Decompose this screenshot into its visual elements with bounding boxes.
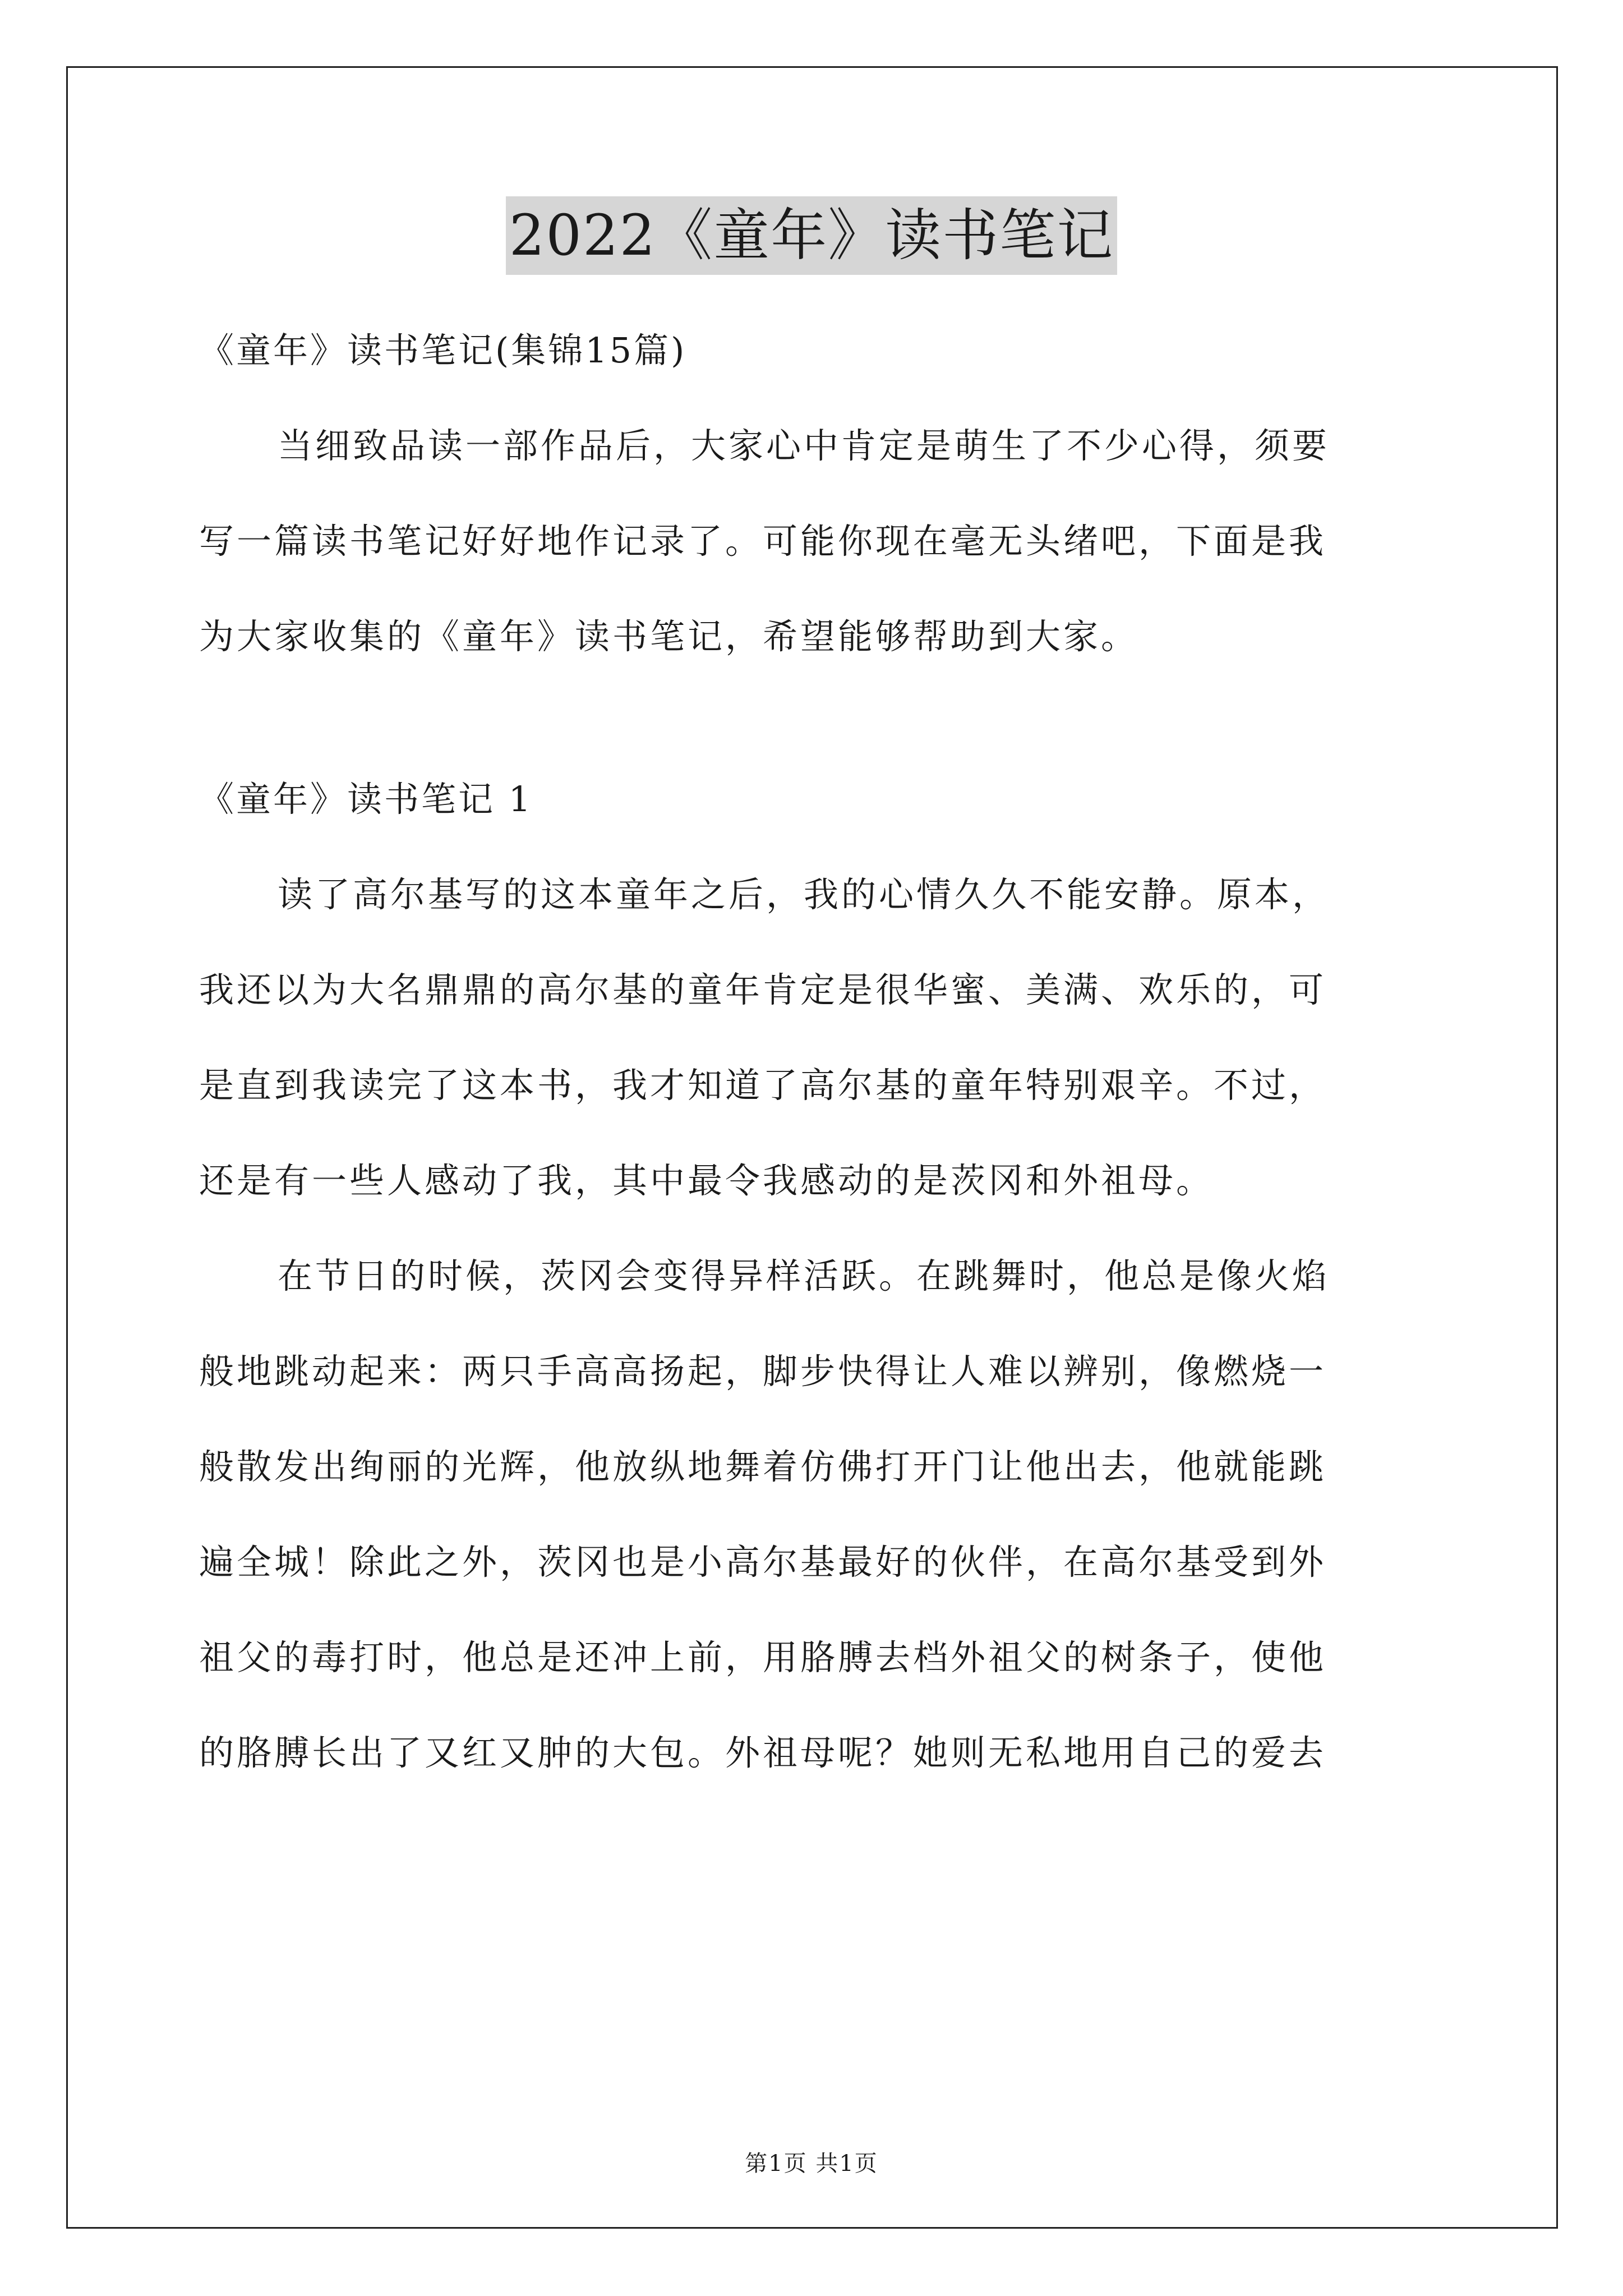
text-line: 写一篇读书笔记好好地作记录了。可能你现在毫无头绪吧，下面是我: [199, 521, 1327, 562]
text-line: 当细致品读一部作品后，大家心中肯定是萌生了不少心得，须要: [278, 425, 1330, 466]
text-line: 我还以为大名鼎鼎的高尔基的童年肯定是很华蜜、美满、欢乐的，可: [199, 969, 1327, 1010]
section-heading: 《童年》读书笔记 1: [199, 779, 533, 820]
title-container: [0, 196, 1623, 275]
text-line: 是直到我读完了这本书，我才知道了高尔基的童年特别艰辛。不过，: [199, 1065, 1327, 1106]
text-line: 般地跳动起来：两只手高高扬起，脚步快得让人难以辨别，像燃烧一: [199, 1351, 1327, 1392]
section-paragraph-2: [199, 1228, 1427, 1801]
text-line: 遍全城！除此之外，茨冈也是小高尔基最好的伙伴，在高尔基受到外: [199, 1542, 1327, 1582]
text-line: 般散发出绚丽的光辉，他放纵地舞着仿佛打开门让他出去，他就能跳: [199, 1446, 1327, 1487]
text-line: 祖父的毒打时，他总是还冲上前，用胳膊去档外祖父的树条子，使他: [199, 1637, 1327, 1678]
document-title: 2022《童年》读书笔记: [506, 196, 1118, 275]
section-paragraph-1: [199, 847, 1427, 1228]
document-body: [199, 303, 1427, 1801]
text-line: 在节日的时候，茨冈会变得异样活跃。在跳舞时，他总是像火焰: [278, 1255, 1330, 1296]
intro-paragraph: [199, 398, 1427, 684]
text-line: 读了高尔基写的这本童年之后，我的心情久久不能安静。原本，: [278, 874, 1330, 915]
text-line: 为大家收集的《童年》读书笔记，希望能够帮助到大家。: [199, 616, 1139, 657]
text-line: 的胳膊长出了又红又肿的大包。外祖母呢？她则无私地用自己的爱去: [199, 1732, 1327, 1773]
page-footer: 第1页 共1页: [745, 2151, 878, 2177]
section-spacer: [199, 684, 1427, 752]
text-line: 还是有一些人感动了我，其中最令我感动的是茨冈和外祖母。: [199, 1160, 1214, 1201]
document-subtitle: 《童年》读书笔记(集锦15篇): [199, 330, 687, 371]
